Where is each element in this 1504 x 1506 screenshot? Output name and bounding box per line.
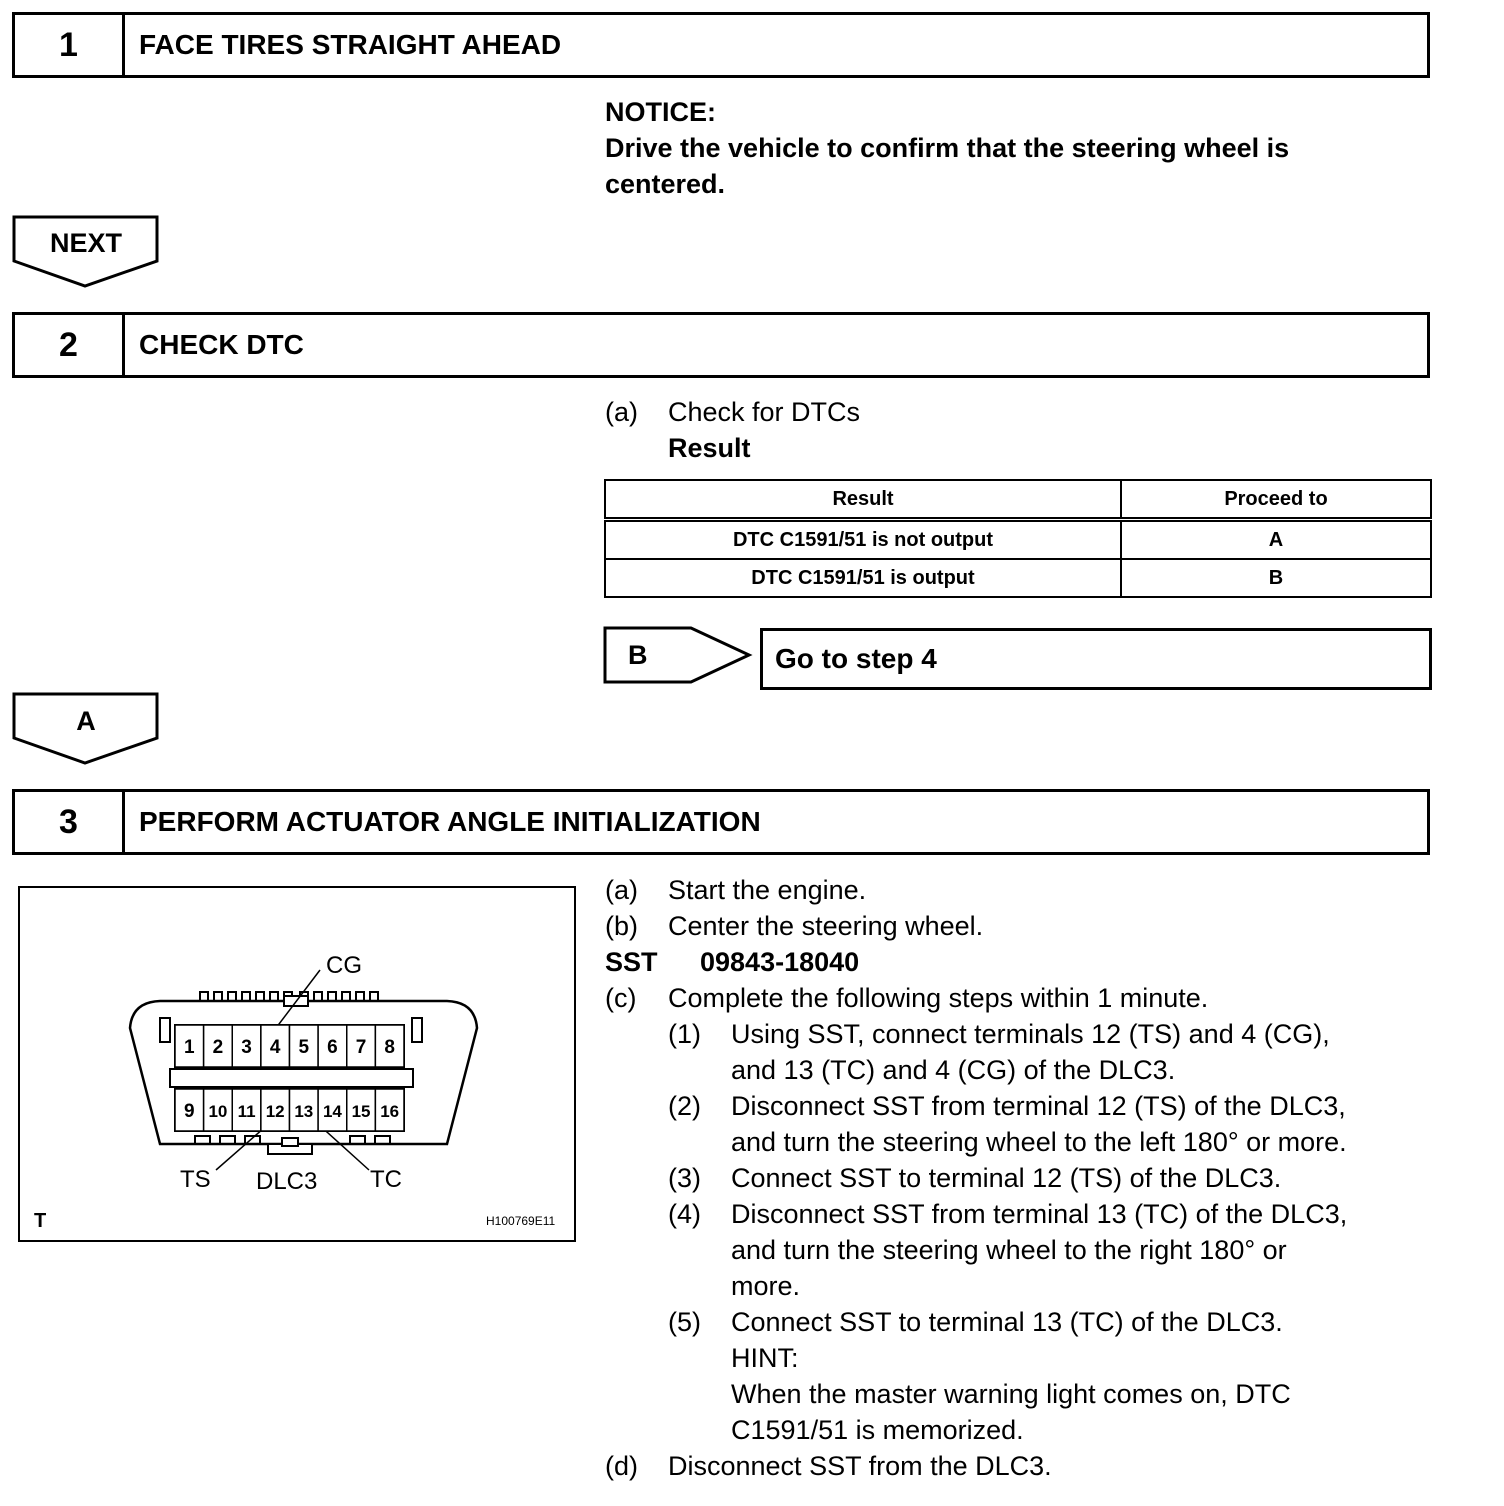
connector-pin-number: 2: [212, 1037, 224, 1058]
connector-pin-number: 14: [322, 1102, 342, 1121]
connector-pin-number: 12: [265, 1102, 285, 1121]
connector-pin-number: 5: [298, 1037, 310, 1058]
result-table: [604, 479, 1432, 598]
step-d-text: Disconnect SST from the DLC3.: [668, 1451, 1052, 1481]
substep-5-line-2: When the master warning light comes on, DTC: [731, 1379, 1291, 1409]
connector-pin-number: 1: [184, 1037, 195, 1058]
table-header-row: [605, 480, 1431, 520]
substep-2-line-1: Disconnect SST from terminal 12 (TS) of the DLC3,: [731, 1091, 1346, 1121]
step-c-text: Complete the following steps within 1 minute.: [668, 983, 1209, 1013]
table-row: [605, 559, 1431, 597]
step-1-number: 1: [15, 15, 125, 75]
table-cell: B: [1121, 559, 1431, 597]
substep-3-line-1: Connect SST to terminal 12 (TS) of the DLC3.: [731, 1163, 1282, 1193]
substep-5-label: (5): [668, 1307, 701, 1337]
step-a-label: (a): [605, 875, 638, 905]
step-3-title: PERFORM ACTUATOR ANGLE INITIALIZATION: [139, 806, 761, 837]
connector-pin-number: 3: [241, 1037, 252, 1058]
table-header-result: Result: [605, 480, 1121, 520]
connector-pin-number: 15: [351, 1102, 371, 1121]
step-1-header: [12, 12, 1430, 78]
step-a-text: Start the engine.: [668, 875, 867, 905]
connector-pin-number: 8: [384, 1037, 395, 1058]
table-cell: DTC C1591/51 is not output: [605, 520, 1121, 560]
step-b-text: Center the steering wheel.: [668, 911, 984, 941]
substep-1-label: (1): [668, 1019, 701, 1049]
step-d-label: (d): [605, 1451, 638, 1481]
substep-4-line-2: and turn the steering wheel to the right 180° or: [731, 1235, 1287, 1265]
connector-pin-number: 9: [184, 1101, 195, 1122]
step-2-header: [12, 312, 1430, 378]
connector-pin-number: 7: [355, 1037, 367, 1058]
goto-step-box: [760, 628, 1432, 690]
notice-line-2: centered.: [605, 169, 726, 199]
substep-4-label: (4): [668, 1199, 701, 1229]
substep-4-line-1: Disconnect SST from terminal 13 (TC) of the DLC3,: [731, 1199, 1348, 1229]
step-b-label: (b): [605, 911, 638, 941]
connector-pin-number: 11: [237, 1102, 256, 1121]
dlc3-figure: [18, 886, 576, 1242]
branch-b-label: B: [628, 640, 648, 670]
check-text: Check for DTCs: [668, 397, 861, 427]
goto-step-text: Go to step 4: [775, 643, 937, 674]
connector-pin-number: 4: [269, 1037, 281, 1058]
notice-line-1: Drive the vehicle to confirm that the steering wheel is: [605, 133, 1290, 163]
notice-block: [605, 94, 1289, 202]
substep-5-hint: HINT:: [731, 1343, 799, 1373]
label-dlc3: DLC3: [256, 1168, 318, 1195]
table-header-proceed: Proceed to: [1121, 480, 1431, 520]
substep-1-line-1: Using SST, connect terminals 12 (TS) and 4 (CG),: [731, 1019, 1330, 1049]
sst-number: 09843-18040: [700, 947, 860, 977]
connector-pin-number: 6: [327, 1037, 338, 1058]
table-row: [605, 520, 1431, 560]
substep-2-label: (2): [668, 1091, 701, 1121]
label-cg: CG: [326, 952, 362, 979]
step-2-title: CHECK DTC: [139, 329, 304, 360]
substep-1-line-2: and 13 (TC) and 4 (CG) of the DLC3.: [731, 1055, 1176, 1085]
label-tc: TC: [370, 1166, 402, 1193]
substep-5-line-3: C1591/51 is memorized.: [731, 1415, 1024, 1445]
connector-pin-number: 16: [380, 1102, 400, 1121]
figure-corner-letter: T: [34, 1210, 47, 1232]
branch-a-label: A: [76, 706, 96, 736]
table-cell: DTC C1591/51 is output: [605, 559, 1121, 597]
result-heading: Result: [668, 433, 751, 463]
substep-2-line-2: and turn the steering wheel to the left 180° or more.: [731, 1127, 1347, 1157]
connector-pin-number: 13: [294, 1102, 314, 1121]
substep-5-line-1: Connect SST to terminal 13 (TC) of the DLC3.: [731, 1307, 1283, 1337]
step-3-number: 3: [15, 792, 125, 852]
step-2-number: 2: [15, 315, 125, 375]
next-label: NEXT: [49, 228, 122, 258]
substep-3-label: (3): [668, 1163, 701, 1193]
notice-label: NOTICE:: [605, 97, 716, 127]
table-cell: A: [1121, 520, 1431, 560]
step-c-label: (c): [605, 983, 637, 1013]
sst-label: SST: [605, 947, 658, 977]
label-ts: TS: [180, 1166, 211, 1193]
figure-id: H100769E11: [486, 1214, 556, 1228]
step-1-title: FACE TIRES STRAIGHT AHEAD: [139, 29, 562, 60]
check-label: (a): [605, 397, 638, 427]
substep-4-line-3: more.: [731, 1271, 801, 1301]
step-3-header: [12, 789, 1430, 855]
connector-pin-number: 10: [208, 1102, 228, 1121]
branch-b-arrow-icon: [603, 626, 755, 686]
